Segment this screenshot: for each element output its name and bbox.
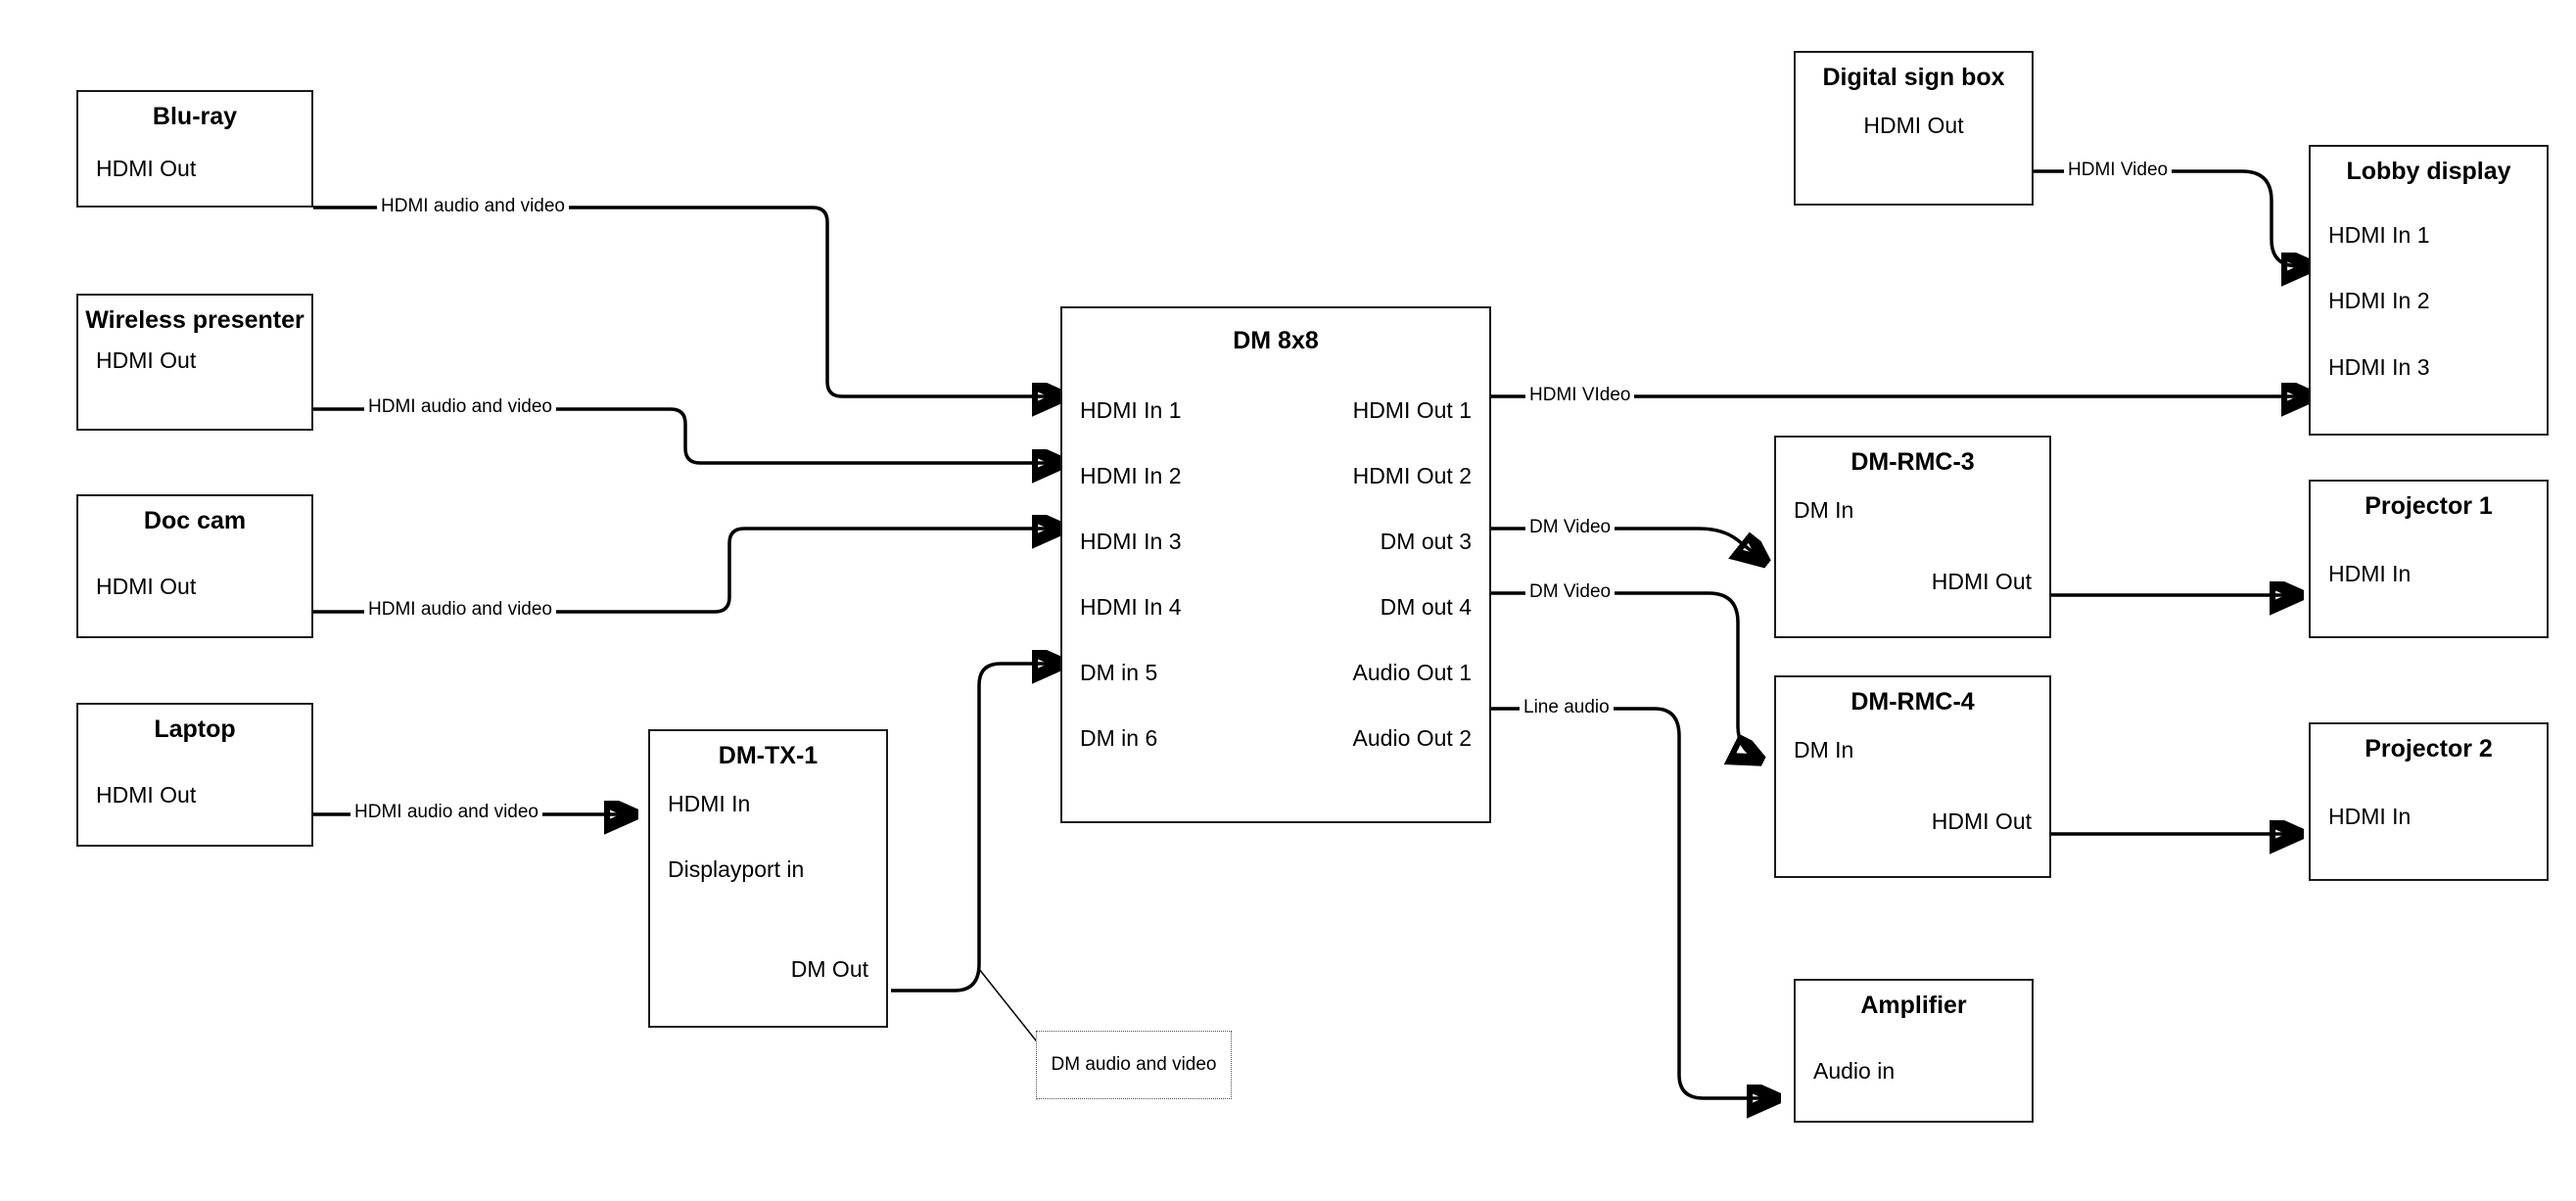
port-dm-in-5: DM in 5 [1080,660,1158,685]
port-hdmi-out: HDMI Out [96,347,197,373]
edge-label-sign-lobby: HDMI Video [2064,160,2172,181]
port-dm-out-3: DM out 3 [1380,529,1472,554]
node-title: DM-TX-1 [718,742,819,769]
node-title: Projector 2 [2365,735,2493,762]
node-title: Lobby display [2346,158,2511,185]
port-hdmi-out: HDMI Out [96,156,197,181]
node-doc-cam[interactable] [76,494,313,638]
node-digital-sign-box[interactable] [1794,51,2034,206]
port-hdmi-out-2: HDMI Out 2 [1352,463,1472,488]
node-title: Wireless presenter [85,306,304,334]
node-title: DM-RMC-3 [1850,448,1975,476]
port-hdmi-in: HDMI In [2328,804,2412,829]
node-projector-1[interactable] [2309,480,2549,638]
node-laptop[interactable] [76,703,313,847]
port-dm-in: DM In [1794,737,1854,762]
node-projector-2[interactable] [2309,722,2549,881]
note-dm-audio-video: DM audio and video [1036,1031,1232,1099]
port-hdmi-in-2: HDMI In 2 [2328,288,2430,314]
node-title: Digital sign box [1822,64,2005,91]
port-dm-in-6: DM in 6 [1080,725,1158,751]
node-bluray[interactable] [76,90,313,208]
edge-label-laptop-tx: HDMI audio and video [351,802,542,823]
port-displayport-in: Displayport in [668,856,805,883]
port-hdmi-out-1: HDMI Out 1 [1352,397,1472,423]
port-hdmi-out: HDMI Out [1931,569,2032,595]
port-hdmi-out: HDMI Out [96,782,197,808]
port-audio-out-2: Audio Out 2 [1352,725,1472,751]
port-dm-out: DM Out [790,955,868,982]
node-lobby-display[interactable] [2309,145,2549,436]
edge-label-dm-rmc4: DM Video [1525,581,1615,603]
node-title: Laptop [154,716,236,743]
port-hdmi-in: HDMI In [668,791,751,816]
node-dm-tx-1[interactable] [648,729,888,1028]
edge-label-doccam-dm: HDMI audio and video [364,599,556,621]
port-hdmi-out: HDMI Out [1931,808,2032,835]
port-hdmi-in-3: HDMI In 3 [2328,353,2430,380]
edge-label-dm-lobby: HDMI VIdeo [1525,385,1634,406]
node-title: Amplifier [1860,992,1967,1019]
node-dm-rmc-3[interactable] [1774,436,2051,638]
node-title: Blu-ray [152,103,238,130]
node-title: Projector 1 [2365,492,2493,520]
port-hdmi-in-1: HDMI In 1 [2328,222,2430,248]
node-title: Doc cam [143,507,247,534]
port-audio-in: Audio in [1813,1058,1896,1084]
node-dm-rmc-4[interactable] [1774,675,2051,878]
port-hdmi-out: HDMI Out [96,574,197,599]
port-hdmi-in-4: HDMI In 4 [1080,594,1182,620]
edge-label-dm-rmc3: DM Video [1525,517,1615,538]
port-hdmi-out: HDMI Out [1863,113,1964,138]
port-audio-out-1: Audio Out 1 [1352,660,1472,685]
node-amplifier[interactable] [1794,979,2034,1123]
node-title: DM-RMC-4 [1850,688,1975,716]
port-hdmi-in: HDMI In [2328,561,2412,586]
port-dm-out-4: DM out 4 [1380,594,1472,620]
port-hdmi-in-3: HDMI In 3 [1080,529,1182,554]
node-title: DM 8x8 [1233,327,1319,354]
edge-label-dm-amp: Line audio [1520,697,1614,718]
port-hdmi-in-1: HDMI In 1 [1080,397,1182,423]
edge-label-wireless-dm: HDMI audio and video [364,396,556,418]
port-hdmi-in-2: HDMI In 2 [1080,463,1182,488]
port-dm-in: DM In [1794,497,1854,523]
node-wireless-presenter[interactable] [76,294,313,431]
node-dm-8x8[interactable] [1060,306,1491,823]
edge-label-bluray-dm: HDMI audio and video [377,196,569,217]
